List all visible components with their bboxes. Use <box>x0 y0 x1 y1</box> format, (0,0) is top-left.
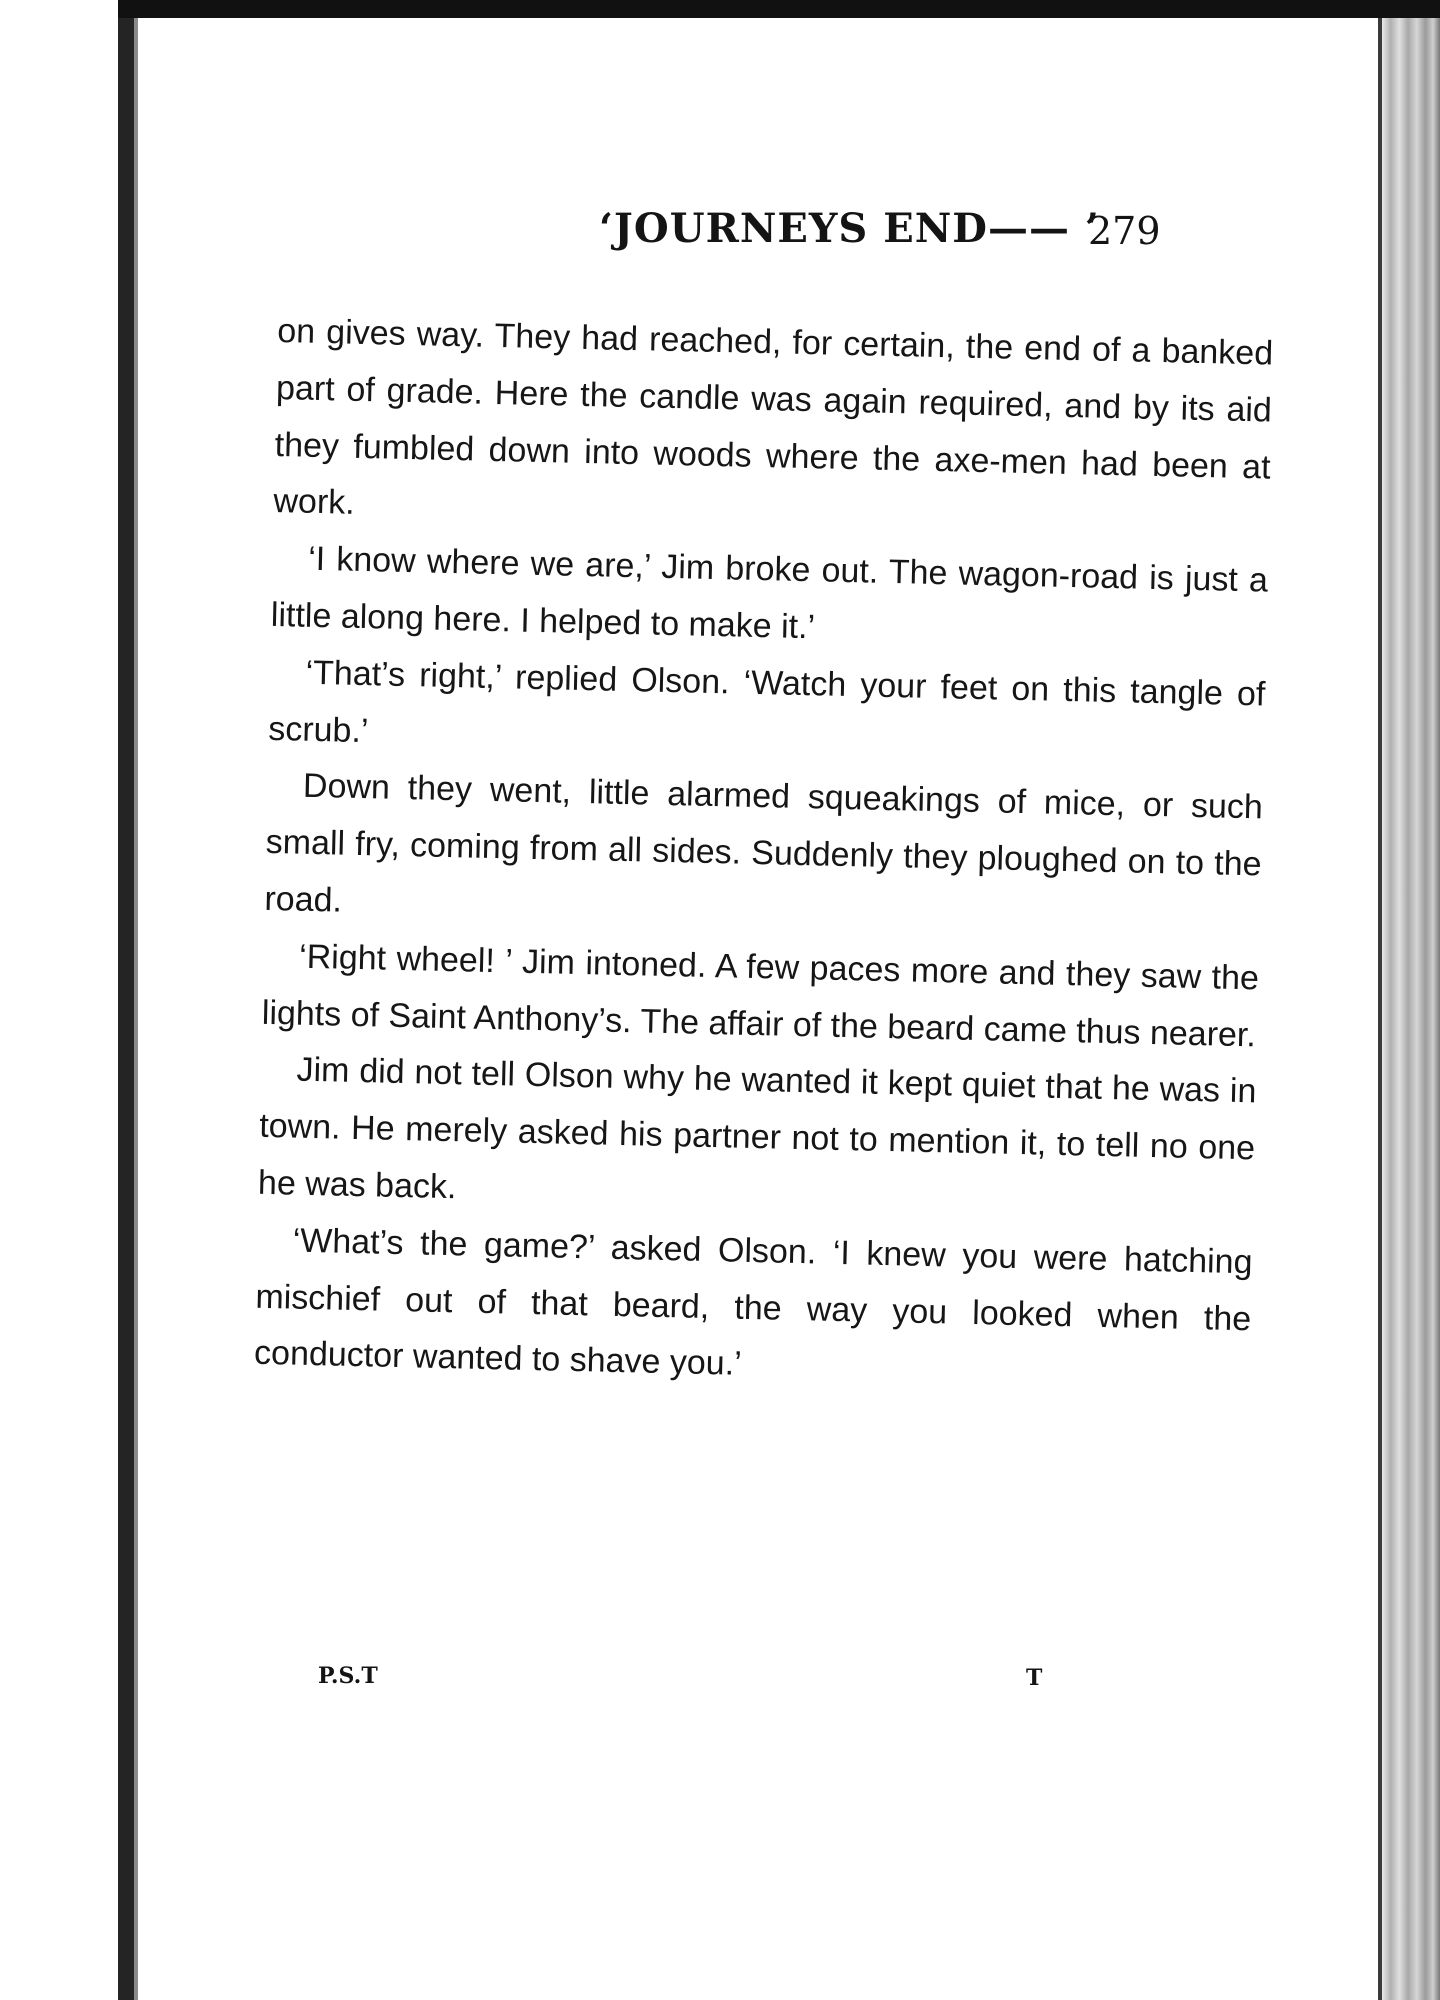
scan-top-border <box>118 0 1440 18</box>
page <box>138 18 1378 2000</box>
page-header <box>268 205 1268 265</box>
paragraph: on gives way. They had reached, for certain, the end of a banked part of grade. Here the candle was again required, and by its aid they fumbled down into woods where the axe-men had been at work. <box>273 311 1274 523</box>
page-stack-edge <box>1382 18 1440 2000</box>
signature-mark: P.S.T <box>318 1663 378 1689</box>
signature-letter: T <box>1026 1665 1043 1691</box>
book-spine-edge <box>118 18 134 2000</box>
paragraph: ‘Right wheel! ’ Jim intoned. A few paces more and they saw the lights of Saint Anthony’s. The affair of the beard came thus nearer. <box>261 937 1260 1054</box>
body-text <box>254 303 1274 1404</box>
paragraph: Jim did not tell Olson why he wanted it kept quiet that he was in town. He merely asked his partner not to mention it, to tell no one he was back. <box>257 1050 1257 1207</box>
paragraph: Down they went, little alarmed squeakings of mice, or such small fry, coming from all sides. Suddenly they ploughed on to the road. <box>264 767 1264 920</box>
paragraph: ‘I know where we are,’ Jim broke out. The wagon-road is just a little along here. I helped to make it.’ <box>270 539 1269 647</box>
page-number: 279 <box>1088 209 1161 253</box>
page-footer <box>318 1663 1218 1703</box>
paragraph: ‘What’s the game?’ asked Olson. ‘I knew you were hatching mischief out of that beard, the way you looked when the conductor wanted to shave you.’ <box>253 1221 1253 1384</box>
running-title: ‘JOURNEYS END—— ’ <box>599 205 1100 252</box>
paragraph: ‘That’s right,’ replied Olson. ‘Watch your feet on this tangle of scrub.’ <box>267 653 1266 750</box>
